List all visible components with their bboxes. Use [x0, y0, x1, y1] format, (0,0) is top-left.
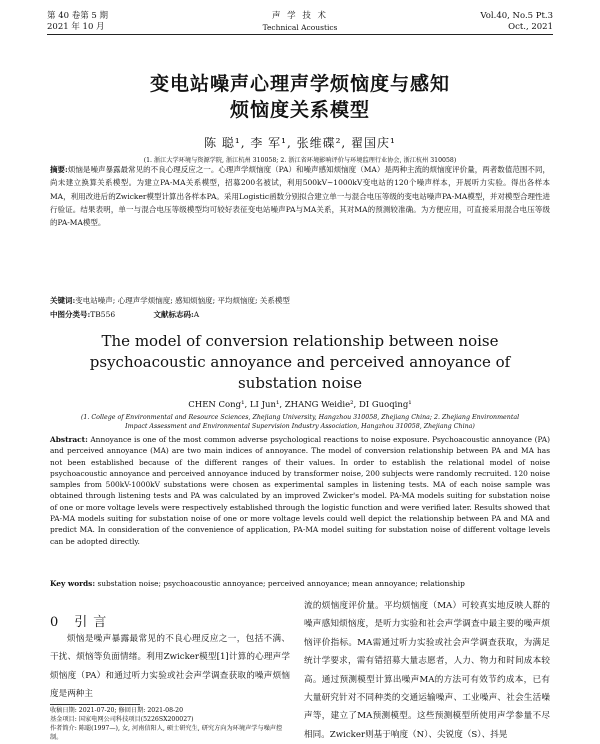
footnote-rule	[50, 704, 140, 705]
issue-date-en: Oct., 2021	[508, 22, 553, 32]
abstract-en-text: Annoyance is one of the most common adverse psychological reactions to noise exposure. Psychoacoustic annoyance (PA) and perceived annoyance (MA) are two main indices of annoyance. The model of conversion relationship between PA and MA has not been established because of the different ranges of their values. In order to establish the relational model of noise psychoacoustic annoyance and perceived annoyance induced by transformer noise, 200 subjects were randomly recruited. 120 noise samples from 500kV-1000kV substations were chosen as experimental samples in listening tests. MA of each noise sample was obtained through listening tests and PA was calculated by an improved Zwicker's model. PA-MA models suiting for substation noise of one or more voltage levels were respectively established through the logistic function and were verified later. Results showed that PA-MA models suiting for substation noise of one or more voltage levels could well depict the relationship between PA and MA and predict MA. In consideration of the convenience of application, PA-MA model suiting for substation noise of different voltage levels can be adopted directly.	[50, 435, 550, 546]
keywords-en-text: substation noise; psychoacoustic annoyance; perceived annoyance; mean annoyance; relationship	[97, 579, 465, 588]
title-en-line2: psychoacoustic annoyance and perceived annoyance of	[89, 353, 511, 371]
classification-cn	[50, 309, 199, 320]
title-en-line3: substation noise	[238, 374, 362, 392]
authors-en: CHEN Cong¹, LI Jun¹, ZHANG Weidie², DI Guoqing¹	[188, 400, 412, 410]
footnote	[50, 706, 290, 742]
abstract-cn	[50, 163, 550, 229]
clc-value: TB556	[90, 310, 116, 319]
abstract-en-label: Abstract:	[50, 435, 88, 444]
abstract-en	[50, 434, 550, 547]
authors-cn: 陈 聪¹, 李 军¹, 张维碟², 翟国庆¹	[204, 136, 396, 150]
clc-label: 中图分类号:	[50, 310, 91, 319]
affiliation-cn: (1. 浙江大学环境与资源学院, 浙江杭州 310058; 2. 浙江省环境影响评价与环境监理行业协会, 浙江杭州 310058)	[143, 157, 457, 164]
footnote-fund: 基金项目: 国家电网公司科技项目(5226SX200027)	[50, 716, 194, 723]
issue-date-cn: 2021 年 10 月	[47, 22, 105, 32]
title-cn-line2: 烦恼度关系模型	[229, 99, 370, 121]
affiliation-en: (1. College of Environmental and Resource Sciences, Zhejiang University, Hangzhou 310058, Zhejiang China; 2. Zhejiang Environmental Impact Assessment and Environmental Supervision Industry Association, Hangzhou 310058, Zhejiang China)	[80, 414, 520, 430]
journal-name-cn: 声 学 技 术	[271, 11, 329, 21]
keywords-en-label: Key words:	[50, 579, 96, 588]
footnote-received: 收稿日期: 2021-07-20; 修回日期: 2021-08-20	[50, 707, 184, 714]
doc-code-value: A	[193, 310, 200, 319]
section-title: 引言	[74, 615, 113, 630]
header-rule	[47, 34, 553, 35]
body-left-paragraph: 烦恼是噪声暴露最常见的不良心理反应之一，包括不满、干扰、烦恼等负面情绪。利用Zwicker模型[1]计算的心理声学烦恼度（PA）和通过听力实验或社会声学调查获取的噪声烦恼度是两种主	[50, 634, 290, 700]
doc-code-label: 文献标志码:	[153, 310, 194, 319]
keywords-cn-label: 关键词:	[50, 296, 76, 305]
section-heading	[50, 611, 112, 630]
body-right-paragraph: 流的烦恼度评价量。平均烦恼度（MA）可较真实地反映人群的噪声感知烦恼度，是听力实验和社会声学调查中最主要的噪声烦恼评价指标。MA需通过听力实验或社会声学调查获取，为满足统计学要求，需有错招募大量志愿者，人力、物力和时间成本较高。通过预测模型计算出噪声MA的方法可有效节约成本，已有大量研究针对不同种类的交通运输噪声、工业噪声、社会生活噪声等，建立了MA预测模型。这些预测模型所使用声学参量不尽相同。Zwicker则基于响度（N）、尖锐度（S）、抖晃	[304, 601, 550, 740]
footnote-author: 作者简介: 陈聪(1997—), 女, 河南信阳人, 硕士研究生, 研究方向为环境声学与噪声控制。	[50, 725, 283, 741]
abstract-cn-label: 摘要:	[50, 165, 68, 174]
title-cn-line1: 变电站噪声心理声学烦恼度与感知	[149, 73, 450, 95]
title-en-line1: The model of conversion relationship between noise	[101, 332, 499, 350]
volume-en: Vol.40, No.5 Pt.3	[480, 11, 553, 21]
journal-name-en: Technical Acoustics	[262, 23, 338, 32]
journal-issue: 第 40 卷第 5 期	[47, 11, 109, 21]
section-number: 0	[50, 615, 65, 630]
keywords-cn	[50, 295, 290, 306]
abstract-cn-text: 烦恼是噪声暴露最常见的不良心理反应之一。心理声学烦恼度（PA）和噪声感知烦恼度（MA）是两种主流的烦恼度评价量，两者数值范围不同，尚未建立换算关系模型。为建立PA-MA关系模型，招募200名被试，利用500kV~1000kV变电站的120个噪声样本，开展听力实验。得出各样本MA，利用改进后的Zwicker模型计算出各样本PA。采用Logistic函数分别拟合建立单一与混合电压等级的变电站噪声PA-MA模型，并对模型合理性进行验证。结果表明，单一与混合电压等级模型均可较好表征变电站噪声PA与MA关系，其对MA的预测较准确。为方便应用，可直接采用混合电压等级的PA-MA模型。	[50, 165, 550, 228]
keywords-en	[50, 578, 550, 589]
keywords-cn-text: 变电站噪声; 心理声学烦恼度; 感知烦恼度; 平均烦恼度; 关系模型	[75, 296, 290, 305]
